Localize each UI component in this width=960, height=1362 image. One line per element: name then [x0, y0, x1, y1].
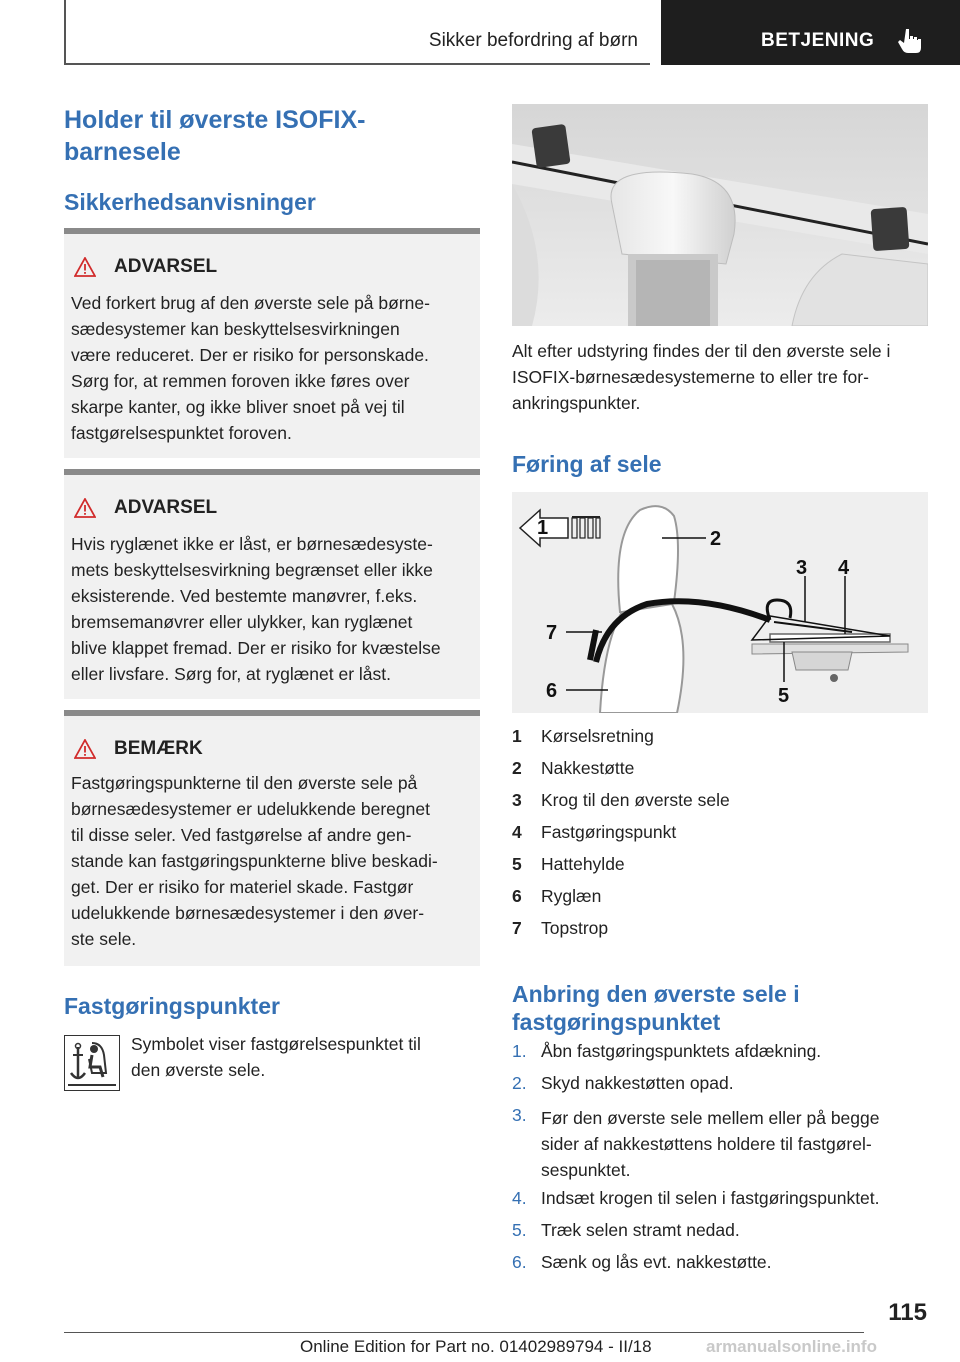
legend-text: Fastgøringspunkt: [541, 822, 677, 842]
text-line: ISOFIX-børnesædesystemerne to eller tre for-: [512, 367, 869, 387]
text-line: blive klappet fremad. Der er risiko for kvæstelse: [71, 638, 441, 658]
legend-text: Krog til den øverste sele: [541, 790, 730, 810]
legend-item: [512, 886, 601, 907]
legend-text: Topstrop: [541, 918, 609, 938]
text-line: Fastgøringspunkterne til den øverste sele på: [71, 773, 418, 793]
warning-triangle-icon: [74, 739, 96, 759]
isofix-child-seat-icon: [64, 1035, 120, 1091]
routing-heading: Føring af sele: [512, 451, 662, 477]
warning-triangle-icon: [74, 257, 96, 277]
warning-title: ADVARSEL: [114, 497, 218, 518]
legend-number: 2: [512, 758, 522, 778]
anchor-description: [131, 1031, 471, 1083]
text-line: Før den øverste sele mellem eller på begge: [541, 1108, 880, 1128]
text-line: børnesædesystemer er udelukkende beregnet: [71, 799, 430, 819]
text-line: sider af nakkestøttens holdere til fastgørel-: [541, 1134, 872, 1154]
step-text: Indsæt krogen til selen i fastgøringspunktet.: [541, 1188, 880, 1208]
text-line: udelukkende børnesædesystemer i den øver-: [71, 903, 425, 923]
text-line: sespunktet.: [541, 1160, 631, 1180]
step-number: 3.: [512, 1105, 527, 1125]
legend-number: 5: [512, 854, 522, 874]
attach-heading: [512, 980, 932, 1036]
warning-bar: [64, 228, 480, 234]
main-heading: Holder til øverste ISOFIX-barnesele: [64, 106, 366, 166]
text-line: Sørg for, at remmen foroven ikke føres over: [71, 371, 410, 391]
text-line: skarpe kanter, og ikke bliver snoet på vej til: [71, 397, 405, 417]
footer-rule: [64, 1332, 864, 1333]
warning-box-1: [64, 228, 480, 458]
header-rule-left: [64, 0, 66, 64]
heading-line: fastgøringspunktet: [512, 1009, 721, 1035]
legend-item: [512, 726, 654, 747]
text-line: Symbolet viser fastgørelsespunktet til: [131, 1034, 421, 1054]
text-line: den øverste sele.: [131, 1060, 266, 1080]
diagram-label: 4: [838, 557, 850, 579]
diagram-label: 2: [710, 528, 722, 550]
section-title: Sikker befordring af børn: [428, 30, 638, 51]
text-line: mets beskyttelsesvirkning begrænset eller ikke: [71, 560, 433, 580]
note-heading: [74, 738, 203, 760]
warning-heading: [74, 256, 217, 278]
warning-heading: [74, 497, 217, 519]
text-line: Alt efter udstyring findes der til den øverste sele i: [512, 341, 891, 361]
strap-routing-diagram: [512, 492, 928, 713]
text-line: være reduceret. Der er risiko for personskade.: [71, 345, 429, 365]
watermark-site: armanualsonline.info: [706, 1337, 877, 1356]
note-title: BEMÆRK: [114, 738, 203, 759]
chapter-tab-label: BETJENING: [761, 30, 875, 51]
legend-item: [512, 918, 608, 939]
step-text: Åbn fastgøringspunktets afdækning.: [541, 1041, 822, 1061]
legend-number: 1: [512, 726, 522, 746]
text-line: eksisterende. Ved bestemte manøvrer, f.eks.: [71, 586, 418, 606]
step-text: [541, 1105, 879, 1183]
warning-text: [71, 290, 479, 446]
edition-note: Online Edition for Part no. 01402989794 - II/18: [300, 1337, 652, 1356]
note-bar: [64, 710, 480, 716]
page-number: 115: [888, 1299, 927, 1326]
legend-item: [512, 822, 676, 843]
legend-text: Hattehylde: [541, 854, 625, 874]
legend-number: 7: [512, 918, 522, 938]
text-line: get. Der er risiko for materiel skade. Fastgør: [71, 877, 414, 897]
warning-title: ADVARSEL: [114, 256, 218, 277]
text-line: sædesystemer kan beskyttelsesvirkningen: [71, 319, 400, 339]
safety-heading: Sikkerhedsanvisninger: [64, 189, 316, 215]
step-number: 5.: [512, 1220, 527, 1240]
chapter-tab[interactable]: [661, 0, 960, 65]
rear-shelf-photo: [512, 104, 928, 326]
text-line: Hvis ryglænet ikke er låst, er børnesædesyste-: [71, 534, 433, 554]
diagram-label: 5: [778, 685, 790, 707]
text-line: ankringspunkter.: [512, 393, 641, 413]
step-item: [512, 1220, 740, 1241]
text-line: til disse seler. Ved fastgørelse af andre gen-: [71, 825, 412, 845]
anchor-intro: [512, 338, 932, 416]
legend-number: 4: [512, 822, 522, 842]
note-box: [64, 710, 480, 966]
step-item: [512, 1105, 879, 1183]
header-rule-bottom: [64, 63, 650, 65]
legend-item: [512, 758, 634, 779]
legend-text: Ryglæn: [541, 886, 602, 906]
text-line: eller livsfare. Sørg for, at ryglænet er låst.: [71, 664, 391, 684]
legend-text: Kørselsretning: [541, 726, 654, 746]
diagram-label: 6: [546, 680, 558, 702]
step-item: [512, 1252, 772, 1273]
legend-number: 6: [512, 886, 522, 906]
step-text: Sænk og lås evt. nakkestøtte.: [541, 1252, 772, 1272]
text-line: fastgørelsespunktet foroven.: [71, 423, 292, 443]
text-line: stande kan fastgøringspunkterne blive beskadi-: [71, 851, 438, 871]
diagram-label: 7: [546, 622, 558, 644]
text-line: Ved forkert brug af den øverste sele på børne-: [71, 293, 430, 313]
text-line: ste sele.: [71, 929, 137, 949]
diagram-label: 1: [537, 517, 549, 539]
legend-text: Nakkestøtte: [541, 758, 635, 778]
step-number: 6.: [512, 1252, 527, 1272]
step-number: 2.: [512, 1073, 527, 1093]
heading-line: Anbring den øverste sele i: [512, 981, 800, 1007]
warning-box-2: [64, 469, 480, 699]
hand-pointer-icon: [897, 27, 925, 55]
warning-text: [71, 531, 479, 687]
warning-bar: [64, 469, 480, 475]
anchor-heading: Fastgøringspunkter: [64, 993, 280, 1019]
step-number: 1.: [512, 1041, 527, 1061]
text-line: bremsemanøvrer eller ulykker, kan ryglænet: [71, 612, 413, 632]
legend-item: [512, 854, 625, 875]
step-number: 4.: [512, 1188, 527, 1208]
note-text: [71, 770, 479, 952]
step-item: [512, 1041, 821, 1062]
step-item: [512, 1073, 734, 1094]
diagram-label: 3: [796, 557, 808, 579]
step-text: Træk selen stramt nedad.: [541, 1220, 740, 1240]
legend-number: 3: [512, 790, 522, 810]
step-text: Skyd nakkestøtten opad.: [541, 1073, 734, 1093]
step-item: [512, 1188, 880, 1209]
legend-item: [512, 790, 730, 811]
warning-triangle-icon: [74, 498, 96, 518]
